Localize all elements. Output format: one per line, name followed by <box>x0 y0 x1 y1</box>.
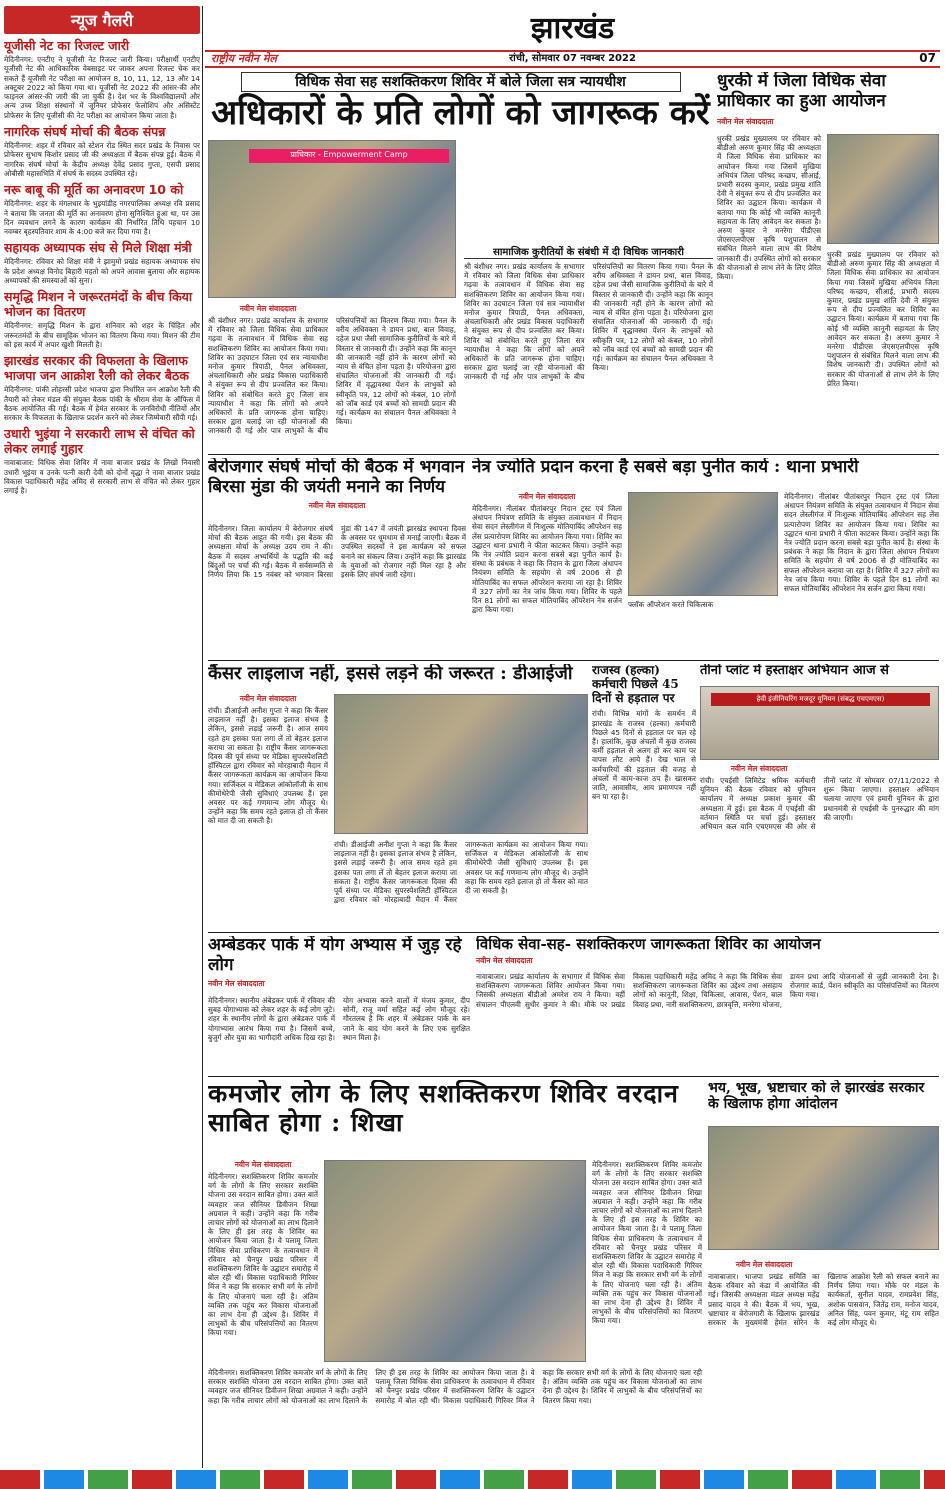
article-cancer <box>208 664 588 930</box>
gallery-item-body: मेदिनीनगर: पांकी लोहरसी प्रदेश भाजपा द्वारा निर्धारित जन आक्रोश रैली की तैयारी को लेकर मंडल की संयुक्त बैठक पांकी के श्रीराम सेवा के ऑफिस में बैठक आयोजित की गई। बैठक में हेमंत सरकार के जनविरोधी नीतियों और सरकार के विफलता के खिलाफ प्रदर्शन करने को लेकर जिम्मेवारी सौंपी गई। <box>4 385 200 423</box>
article-shikha <box>208 1080 702 1468</box>
section-divider <box>208 932 939 933</box>
article-photo <box>708 1126 939 1250</box>
gallery-item-title: झारखंड सरकार की विफलता के खिलाफ भाजपा जन आक्रोश रैली को लेकर बैठक <box>4 353 189 384</box>
gallery-item-title: नरू बाबू की मूर्ति का अनावरण 10 को <box>4 182 184 198</box>
article-body: नावाबाजार। प्रखंड कार्यालय के सभागार में विधिक सेवा सशक्तिकरण जागरूकता शिविर आयोजन किया गया। जिसकी अध्यक्षता बीडीओ अमरेश राय ने किया। वहीं संचालन पीएलवी सुधीर कुमार ने की। मौके पर प्रखंड विकास पदाधिकारी महेंद्र अमिद ने कहा कि विधिक सेवा सशक्तिकरण जागरूकता शिविर का उद्देश्य तथा असहाय लोगों को कानूनी, शिक्षा, चिकित्सा, आवास, पेंशन, बाल विवाह प्रथा, नारी सशक्तिकरण, छात्रवृत्ति, मनरेगा योजना, डायन प्रथा आदि योजनाओं से जुड़ी जानकारी देना है। रोजगार कार्ड, पेंशन स्वीकृति का परिसंपत्तियों का वितरण किया गया। <box>476 972 939 1009</box>
article-eye-camp <box>472 458 939 658</box>
article-hec <box>700 664 939 930</box>
article-headline: धुरकी में जिला विधिक सेवा प्राधिकार का हुआ आयोजन <box>717 72 886 111</box>
article-body: रांची। एचईसी लिमिटेड श्रमिक कर्मचारी यूनियन की बैठक रविवार को यूनियन कार्यालय में अध्यक्ष प्रकाश कुमार की अध्यक्षता में हुई। इस बैठक में एचईसी की वर्तमान स्थिति पर चर्चा हुई। हस्ताक्षर अभियान कल यानि एचएमएस की ओर से तीनों प्लांट में सोमवार 07/11/2022 से शुरू किया जाएगा। हस्ताक्षर अभियान चलाया जाएगा एवं हमारी यूनियन के द्वारा प्रधानमंत्री से एचईसी के पुनरुद्धार की मांग की जाएगी। <box>700 776 939 832</box>
article-headline: कैंसर लाइलाज नहीं, इससे लड़ने की जरूरत : डीआईजी <box>208 664 573 684</box>
gallery-item-title: सहायक अध्यापक संघ से मिले शिक्षा मंत्री <box>4 240 192 256</box>
gallery-item-title: समृद्धि मिशन ने जरूरतमंदों के बीच किया भोजन का वितरण <box>4 289 193 320</box>
article-headline: भय, भूख, भ्रष्टाचार को ले झारखंड सरकार के खिलाफ होगा आंदोलन <box>708 1080 925 1113</box>
gallery-item-title: यूजीसी नेट का रिजल्ट जारी <box>4 38 130 53</box>
article-main <box>208 72 713 452</box>
article-byline: नवीन मेल संवाददाता <box>234 1160 292 1169</box>
news-gallery <box>4 6 200 1468</box>
article-headline: राजस्व (हल्का) कर्मचारी पिछले 45 दिनों से हड़ताल पर <box>592 664 679 705</box>
article-body-continued: मेदिनीनगर। सशक्तिकरण शिविर कमजोर वर्ग के लोगों के लिए सरकार सशक्ति योजना उस वरदान साबित होगा। उक्त बातें व्यवहार जज सीनियर डिवीजन शिखा अग्रवाल ने कही। उन्होंने कहा कि गरीब लाचार लोगों को योजनाओं का लाभ दिलाने के लिए ही इस तरह के शिविर का आयोजन किया जाता है। वे पलामू जिला विधिक सेवा प्राधिकरण के तत्वावधान में रविवार को चैनपुर प्रखंड परिसर में सशक्तिकरण शिविर के उद्घाटन समारोह में बोल रही थीं। विकास पदाधिकारी गिरिवर मिंज ने कहा कि सरकार सभी वर्ग के लोगों के लिए योजनाएं चला रही है। अंतिम व्यक्ति तक पहुंच कर विकास योजनाओं का लाभ देना ही उद्देश्य है। शिविर में लाभुकों के बीच परिसंपत्तियों का वितरण किया गया। <box>592 1160 702 1326</box>
article-byline: नवीन मेल संवाददाता <box>476 956 533 966</box>
section-divider <box>208 1076 939 1077</box>
article-body-continued: रांची। डीआईजी अनीश गुप्ता ने कहा कि कैंसर लाइलाज नहीं है। इसका इलाज संभव है लेकिन, इससे लड़ाई जरूरी है। आज समय रहते हम इसका पता लगा लें तो बेहतर इलाज कराया जा सकता है। राष्ट्रीय कैंसर जागरूकता दिवस की पूर्व संध्या पर मेडिका सुपरस्पेशलिटी हॉस्पिटल द्वारा रविवार को मोरहाबादी मैदान में कैंसर जागरूकता कार्यक्रम का आयोजन किया गया। सर्जिकल व मेडिकल आंकोलॉजी के साथ कीमोथेरेपी जैसी सुविधाएं उपलब्ध हैं। इस अवसर पर कई गणमान्य लोग मौजूद थे। उन्होंने कहा कि समय रहते इलाज हो तो कैंसर को मात दी जा सकती है। <box>334 840 588 905</box>
article-headline: अम्बेडकर पार्क में योग अभ्यास में जुड़ रहे लोग <box>208 936 462 975</box>
article-body: श्री बंशीधर नगर। प्रखंड कार्यालय के सभागार में रविवार को जिला विधिक सेवा प्राधिकार गढ़वा के तत्वावधान में विधिक सेवा सह सशक्तिकरण शिविर का आयोजन किया गया। शिविर का उदघाटन जिला एवं सत्र न्यायाधीश मनोज कुमार त्रिपाठी, पैनल अधिवक्ता, अंचलाधिकारी और प्रखंड विकास पदाधिकारी ने संयुक्त रूप से दीप प्रज्वलित कर किया। शिविर को संबोधित करते हुए जिला सत्र न्यायाधीश ने कहा कि लोगों को अपने अधिकारों के प्रति जागरूक होना चाहिए। सरकार द्वारा चलाई जा रही योजनाओं की जानकारी दी गई और पात्र लाभुकों के बीच परिसंपत्तियों का वितरण किया गया। पैनल के वरीय अधिवक्ता ने डायन प्रथा, बाल विवाह, दहेज प्रथा जैसी सामाजिक कुरीतियों के बारे में विस्तार से जानकारी दी। उन्होंने कहा कि कानून की जानकारी नहीं होने के कारण लोगों को न्याय से वंचित होना पड़ता है। परियोजना द्वारा संचालित योजनाओं की जानकारी दी गई। शिविर में वृद्धावस्था पेंशन के लाभुकों को स्वीकृति पत्र, 12 लोगों को कंबल, 10 लोगों को जॉब कार्ड एवं बच्चों को सामग्री प्रदान की गई। कार्यक्रम का संचालन पैनल अधिवक्ता ने किया। <box>208 316 456 436</box>
issue-date: रांची, सोमवार 07 नवम्बर 2022 <box>509 53 636 64</box>
article-subheading: सामाजिक कुरीतियों के संबंधी में दी विधिक जानकारी <box>464 244 713 259</box>
gallery-item-title: नागरिक संघर्ष मोर्चा की बैठक संपन्न <box>4 124 166 140</box>
article-body: मेदिनीनगर। जिला कार्यालय में बेरोजगार संघर्ष मोर्चा की बैठक आहूत की गयी। इस बैठक की अध्यक्षता मोर्चा के अध्यक्ष उदय राम ने की। बैठक में सदस्य अभ्यर्थियों के पद्धति की कई बिंदुओं पर चर्चा की गई। बैठक में सर्वसम्मति से निर्णय लिया कि 15 नवंबर को भगवान बिरसा मुंडा की 147 वें जयंती झारखंड स्थापना दिवस के अवसर पर धूमधाम से मनाई जाएगी। बैठक में उपस्थित सदस्यों ने इस कार्यक्रम को सफल बनाने का संकल्प लिया। उन्होंने कहा कि झारखंड के युवाओं को रोजगार नहीं मिल रहा है और इसके लिए संघर्ष जारी रहेगा। <box>208 524 466 580</box>
article-bjp-protest <box>708 1080 939 1468</box>
article-body: नावाबाजार। भाजपा प्रखंड समिति का बैठक रविवार को कंडा में आयोजित की गई। जिसकी अध्यक्षता मंडल अध्यक्ष महेंद्र प्रसाद यादव ने की। बैठक में भय, भूख, भ्रष्टाचार व बेरोजगारी के खिलाफ झारखंड सरकार के मुख्यमंत्री हेमंत सोरेन के खिलाफ आक्रोश रैली को सफल बनाने का निर्णय लिया गया। मौके पर मंडल के कार्यकर्ता, सुनील यादव, रामप्रवेश सिंह, अशोक पासवान, जितेंद्र राम, मनोज यादव, अनिल सिंह, पवन कुमार, मंटू राम सहित कई लोग मौजूद थे। <box>708 1272 939 1328</box>
article-headline: नेत्र ज्योति प्रदान करना है सबसे बड़ा पुनीत कार्य : थाना प्रभारी <box>472 458 859 477</box>
article-strike <box>592 664 696 930</box>
footer-strip <box>0 1470 945 1489</box>
article-headline: तीनों प्लांट में हस्ताक्षर अभियान आज से <box>700 664 889 678</box>
article-byline: नवीन मेल संवाददाता <box>239 694 297 703</box>
article-photo <box>208 140 456 298</box>
article-legal-camp <box>476 936 939 1074</box>
article-body: रांची। डीआईजी अनीश गुप्ता ने कहा कि कैंसर लाइलाज नहीं है। इसका इलाज संभव है लेकिन, इससे लड़ाई जरूरी है। आज समय रहते हम इसका पता लगा लें तो बेहतर इलाज कराया जा सकता है। राष्ट्रीय कैंसर जागरूकता दिवस की पूर्व संध्या पर मेडिका सुपरस्पेशलिटी हॉस्पिटल द्वारा रविवार को मोरहाबादी मैदान में कैंसर जागरूकता कार्यक्रम का आयोजन किया गया। सर्जिकल व मेडिकल आंकोलॉजी के साथ कीमोथेरेपी जैसी सुविधाएं उपलब्ध हैं। इस अवसर पर कई गणमान्य लोग मौजूद थे। उन्होंने कहा कि समय रहते इलाज हो तो कैंसर को मात दी जा सकती है। <box>208 706 328 826</box>
gallery-item-title: उधारी भुइंया ने सरकारी लाभ से वंचित को लेकर लगाई गुहार <box>4 426 195 457</box>
article-body-continued: धुरकी प्रखंड मुख्यालय पर रविवार को बीडीओ अरुण कुमार सिंह की अध्यक्षता में जिला विधिक सेवा प्राधिकार का आयोजन किया गया जिसमें मुखिया अभियंत्र जिला परिषद कच्छप, सीआई, प्रभारी सदस्य कुमार, प्रखंड प्रमुख शांति देवी ने संयुक्त रूप से दीप प्रज्वलित कर शिविर का उद्घाटन किया। कार्यक्रम में बताया गया कि कोई भी व्यक्ति कानूनी सहायता के लिए आवेदन कर सकता है। अरुण कुमार ने मनरेगा पीडीएस जेएसएलपीएस कृषि पशुपालन से संबंधित मिलने वाला लाभ की विशेष जानकारी दी। उपस्थित लोगों को सरकार की योजनाओं से लाभ लेने के लिए प्रेरित किया। <box>827 250 939 388</box>
masthead <box>205 6 940 68</box>
article-headline: कमजोर लोग के लिए सशक्तिकरण शिविर वरदान साबित होगा : शिखा <box>208 1080 679 1137</box>
gallery-item <box>4 353 200 422</box>
article-body: रांची। विभिन्न मांगों के समर्थन में झारखंड के राजस्व (हल्का) कर्मचारी पिछले 45 दिनों से हड़ताल पर चल रहे हैं। हालांकि, कुछ अंचलों में कुछ राजस्व कर्मी हड़ताल से अलग हो कर काम पर वापस लौट आये हैं। देख भाल से कर्मचारियों की हड़ताल की वजह से अंचलों में काम-काज ठप हैं। खासकर जाति, आवासीय, आय प्रमाणपत्र नहीं बन पा रहा है। <box>592 709 696 802</box>
article-body-continued: मेदिनीनगर। नीलांबर पीतांबरपुर निदान ट्रस्ट एवं जिला अंधापन नियंत्रण समिति के संयुक्त तत्वावधान में निदान सेवा सदन लेस्लीगंज में निःशुल्क मोतियाबिंद ऑपरेशन सह लेंस प्रत्यारोपण शिविर का आयोजन किया गया। शिविर का उद्घाटन थाना प्रभारी ने फीता काटकर किया। उन्होंने कहा कि नेत्र ज्योति प्रदान करना सबसे बड़ा पुनीत कार्य है। संस्था के प्रबंधक ने कहा कि निदान के द्वारा जिला अंधापन नियंत्रण समिति के सहयोग से वर्ष 2006 से ही मोतियाबिंद का सफल ऑपरेशन कराया जा रहा है। शिविर में 327 लोगों का नेत्र जांच किया गया। शिविर के पहले दिन 81 लोगों का सफल मोतियाबिंद ऑपरेशन नेत्र सर्जन द्वारा किया गया। <box>784 492 939 594</box>
gallery-item-body: मेदिनीनगर: शहर के मंगलधार के भुइयांडीह नगरपालिका अध्यक्ष रवि प्रसाद ने बताया कि जनता की मूर्ति का अनावरण होना सुनिश्चित हुआ था, पर उस दिन व्यवधान लगने के कारण कार्यक्रम की निर्धारित तिथि पहचान 10 नवम्बर बृहस्पतिवार शाम के 4:00 बजे कर दिया गया है। <box>4 199 200 237</box>
article-kicker: विधिक सेवा सह सशक्तिकरण शिविर में बोले जिला सत्र न्यायधीश <box>241 72 681 92</box>
gallery-item-body: मेदिनीनगर: एनटीए ने यूजीसी नेट रिजल्ट जारी किया। परीक्षार्थी एनटीए यूजीसी नेट की आधिकारिक वेबसाइट पर जाकर अपना रिजल्ट चेक कर सकते हैं यूजीसी नेट परीक्षा का आयोजन 8, 10, 11, 12, 13 और 14 अक्टूबर 2022 को किया गया था। यूजीसी नेट 2022 की आंसर-की और फाइनल आंसर-की जारी की जा चुकी है। देश भर के विश्वविद्यालयों और अन्य उच्च शिक्षा संस्थानों में जूनियर प्रोफेसर फेलोशिप और असिस्टेंट प्रोफेसर के लिए यूजीसी की नेट परीक्षा का आयोजन किया जाता है। <box>4 55 200 120</box>
gallery-item <box>4 289 200 349</box>
article-dhurki <box>717 72 939 452</box>
page-number: 07 <box>919 51 936 65</box>
article-birsa <box>208 458 466 658</box>
gallery-item-body: मेदिनीनगर: शहर में रविवार को स्टेशन रोड स्थित सदर प्रखंड के निवास पर प्रोफेसर सुभाष किशोर प्रसाद जी की अध्यक्षता में बैठक संपन्न हुई। बैठक में नागरिक संघर्ष मोर्चा के केंद्रीय अध्यक्ष देवेंद्र प्रसाद गुप्ता, एसपी प्रसाद ओबीसी महासभिति में संघर्ष के सदस्य उपस्थित रहे। <box>4 141 200 178</box>
photo-banner: प्राधिकार - Empowerment Camp <box>249 149 449 163</box>
article-byline: नवीन मेल संवाददाता <box>208 979 265 989</box>
article-byline: नवीन मेल संवाददाता <box>730 764 788 773</box>
section-divider <box>208 454 939 455</box>
gallery-item <box>4 240 200 285</box>
article-byline: नवीन मेल संवाददाता <box>239 304 297 313</box>
article-byline: नवीन मेल संवाददाता <box>717 117 774 127</box>
gallery-item-body: मेदिनीनगर: समृद्धि मिशन के द्वारा शनिवार को शहर के चिंहित और जरूरतमंदों के बीच सामूहिक भोजन का वितरण किया गया। मिशन की टीम को इस कार्य में अपार खुशी मिलती है। <box>4 321 200 349</box>
article-body: मेदिनीनगर। नीलांबर पीतांबरपुर निदान ट्रस्ट एवं जिला अंधापन नियंत्रण समिति के संयुक्त तत्वावधान में निदान सेवा सदन लेस्लीगंज में निःशुल्क मोतियाबिंद ऑपरेशन सह लेंस प्रत्यारोपण शिविर का आयोजन किया गया। शिविर का उद्घाटन थाना प्रभारी ने फीता काटकर किया। उन्होंने कहा कि नेत्र ज्योति प्रदान करना सबसे बड़ा पुनीत कार्य है। संस्था के प्रबंधक ने कहा कि निदान के द्वारा जिला अंधापन नियंत्रण समिति के सहयोग से वर्ष 2006 से ही मोतियाबिंद का सफल ऑपरेशन कराया जा रहा है। शिविर में 327 लोगों का नेत्र जांच किया गया। शिविर के पहले दिन 81 लोगों का सफल मोतियाबिंद ऑपरेशन नेत्र सर्जन द्वारा किया गया। <box>472 504 622 615</box>
article-body: धुरकी प्रखंड मुख्यालय पर रविवार को बीडीओ अरुण कुमार सिंह की अध्यक्षता में जिला विधिक सेवा प्राधिकार का आयोजन किया गया जिसमें मुखिया अभियंत्र जिला परिषद कच्छप, सीआई, प्रभारी सदस्य कुमार, प्रखंड प्रमुख शांति देवी ने संयुक्त रूप से दीप प्रज्वलित कर शिविर का उद्घाटन किया। कार्यक्रम में बताया गया कि कोई भी व्यक्ति कानूनी सहायता के लिए आवेदन कर सकता है। अरुण कुमार ने मनरेगा पीडीएस जेएसएलपीएस कृषि पशुपालन से संबंधित मिलने वाला लाभ की विशेष जानकारी दी। उपस्थित लोगों को सरकार की योजनाओं से लाभ लेने के लिए प्रेरित किया। <box>717 134 821 282</box>
gallery-item-body: मेदिनीनगर: रविवार को शिक्षा मंत्री ने झामुमो प्रखंड सहायक अध्यापक संघ के प्रदेश अध्यक्ष विनोद बिहारी महतो को अपने आवास बुलाया और सहायक अध्यापकों की समस्याओं को सुना। <box>4 257 200 286</box>
article-byline: नवीन मेल संवाददाता <box>308 501 366 511</box>
gallery-item <box>4 426 200 495</box>
brand-logo: राष्ट्रीय नवीन मेल <box>211 52 277 65</box>
gallery-item <box>4 182 200 236</box>
article-body: मेदिनीनगर। स्थानीय अंबेडकर पार्क में रविवार की सुबह योगाभ्यास को लेकर शहर के कई लोग जुटे। शहर के स्थानीय लोगों के द्वारा अंबेडकर पार्क में योगाभ्यास आरंभ किया गया है। जिसमें बच्चे, बुजुर्ग और युवा का भागीदारी अधिक दिख रहा है। योग अभ्यास करने वालों में मंजय कुमार, दीप सोनी, राजू वर्मा सहित कई लोग मौजूद रहे। गौरतलब है कि शहर में अंबेडकर पार्क के बन जाने के बाद योग करने के लिए एक सुरक्षित स्थान मिला है। <box>208 996 470 1042</box>
article-byline: नवीन मेल संवाददाता <box>735 1260 793 1269</box>
article-body-continued: श्री बंशीधर नगर। प्रखंड कार्यालय के सभागार में रविवार को जिला विधिक सेवा प्राधिकार गढ़वा के तत्वावधान में विधिक सेवा सह सशक्तिकरण शिविर का आयोजन किया गया। शिविर का उदघाटन जिला एवं सत्र न्यायाधीश मनोज कुमार त्रिपाठी, पैनल अधिवक्ता, अंचलाधिकारी और प्रखंड विकास पदाधिकारी ने संयुक्त रूप से दीप प्रज्वलित कर किया। शिविर को संबोधित करते हुए जिला सत्र न्यायाधीश ने कहा कि लोगों को अपने अधिकारों के प्रति जागरूक होना चाहिए। सरकार द्वारा चलाई जा रही योजनाओं की जानकारी दी गई और पात्र लाभुकों के बीच परिसंपत्तियों का वितरण किया गया। पैनल के वरीय अधिवक्ता ने डायन प्रथा, बाल विवाह, दहेज प्रथा जैसी सामाजिक कुरीतियों के बारे में विस्तार से जानकारी दी। उन्होंने कहा कि कानून की जानकारी नहीं होने के कारण लोगों को न्याय से वंचित होना पड़ता है। परियोजना द्वारा संचालित योजनाओं की जानकारी दी गई। शिविर में वृद्धावस्था पेंशन के लाभुकों को स्वीकृति पत्र, 12 लोगों को कंबल, 10 लोगों को जॉब कार्ड एवं बच्चों को सामग्री प्रदान की गई। कार्यक्रम का संचालन पैनल अधिवक्ता ने किया। <box>464 262 713 382</box>
article-photo <box>324 1160 586 1362</box>
article-byline: नवीन मेल संवाददाता <box>518 492 576 501</box>
gallery-item <box>4 38 200 120</box>
article-body-bottom: मेदिनीनगर। सशक्तिकरण शिविर कमजोर वर्ग के लोगों के लिए सरकार सशक्ति योजना उस वरदान साबित होगा। उक्त बातें व्यवहार जज सीनियर डिवीजन शिखा अग्रवाल ने कही। उन्होंने कहा कि गरीब लाचार लोगों को योजनाओं का लाभ दिलाने के लिए ही इस तरह के शिविर का आयोजन किया जाता है। वे पलामू जिला विधिक सेवा प्राधिकरण के तत्वावधान में रविवार को चैनपुर प्रखंड परिसर में सशक्तिकरण शिविर के उद्घाटन समारोह में बोल रही थीं। विकास पदाधिकारी गिरिवर मिंज ने कहा कि सरकार सभी वर्ग के लोगों के लिए योजनाएं चला रही है। अंतिम व्यक्ति तक पहुंच कर विकास योजनाओं का लाभ देना ही उद्देश्य है। शिविर में लाभुकों के बीच परिसंपत्तियों का वितरण किया गया। <box>208 1368 702 1405</box>
photo-banner: हेवी इंजीनियरिंग मजदूर यूनियन (संबद्ध एचएमएस) <box>711 693 930 706</box>
article-photo <box>628 492 778 596</box>
article-yoga <box>208 936 470 1074</box>
article-headline: बेरोजगार संघर्ष मोर्चा की बैठक में भगवान बिरसा मुंडा की जयंती मनाने का निर्णय <box>208 458 465 497</box>
section-divider <box>208 660 939 661</box>
gallery-item <box>4 124 200 178</box>
gallery-item-body: नावाबाजार: विधिक सेवा शिविर में नावा बाजार प्रखंड के लिखो निवासी उधारी भुइंया व उनके पत्नी कारी देवी को दोनों वृद्धा ने नावा बाजार प्रखंड विकास पदाधिकारी महेंद्र अमिद से सरकारी लाभ से वंचित को लेकर गुहार लगाई है। <box>4 458 200 496</box>
article-headline: अधिकारों के प्रति लोगों को जागरूक करें <box>211 93 710 133</box>
article-photo <box>334 694 588 834</box>
article-headline: विधिक सेवा-सह- सशक्तिकरण जागरूकता शिविर का आयोजन <box>476 936 821 953</box>
photo-caption: फ्लॉक ऑपरेशन करते चिकित्सक <box>628 600 714 609</box>
masthead-bar <box>205 50 940 68</box>
gallery-header: न्यूज गैलरी <box>4 6 200 34</box>
article-body: मेदिनीनगर। सशक्तिकरण शिविर कमजोर वर्ग के लोगों के लिए सरकार सशक्ति योजना उस वरदान साबित होगा। उक्त बातें व्यवहार जज सीनियर डिवीजन शिखा अग्रवाल ने कही। उन्होंने कहा कि गरीब लाचार लोगों को योजनाओं का लाभ दिलाने के लिए ही इस तरह के शिविर का आयोजन किया जाता है। वे पलामू जिला विधिक सेवा प्राधिकरण के तत्वावधान में रविवार को चैनपुर प्रखंड परिसर में सशक्तिकरण शिविर के उद्घाटन समारोह में बोल रही थीं। विकास पदाधिकारी गिरिवर मिंज ने कहा कि सरकार सभी वर्ग के लोगों के लिए योजनाएं चला रही है। अंतिम व्यक्ति तक पहुंच कर विकास योजनाओं का लाभ देना ही उद्देश्य है। शिविर में लाभुकों के बीच परिसंपत्तियों का वितरण किया गया। <box>208 1172 318 1338</box>
column-divider <box>202 6 203 1468</box>
article-photo <box>700 686 939 760</box>
article-photo <box>827 134 939 244</box>
section-title: झारखंड <box>530 11 615 46</box>
